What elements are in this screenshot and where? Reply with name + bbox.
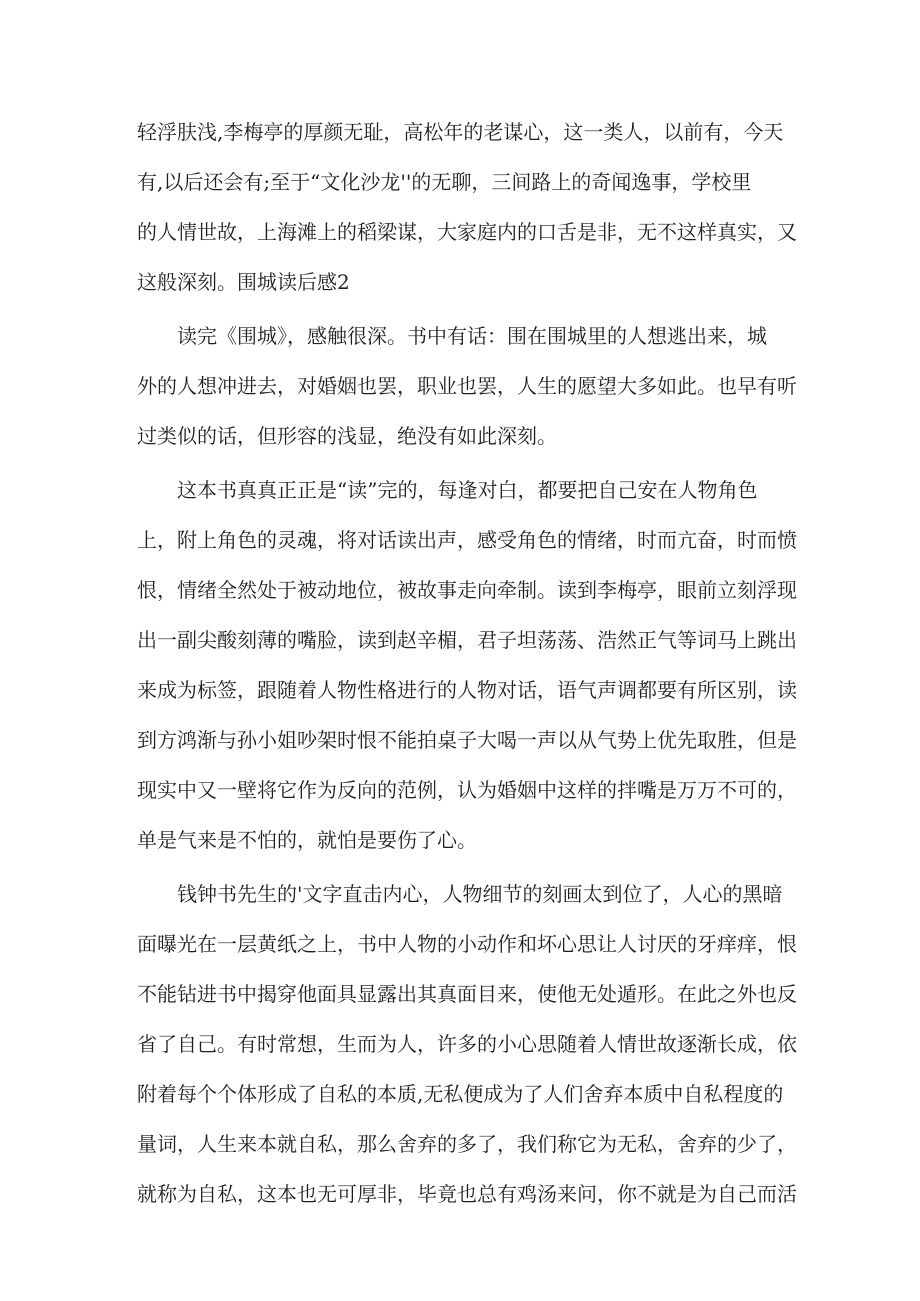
text-line: 出一副尖酸刻薄的嘴脸，读到赵辛楣，君子坦荡荡、浩然正气等词马上跳出 — [137, 628, 797, 652]
text-line: 恨，情绪全然处于被动地位，被故事走向牵制。读到李梅亭，眼前立刻浮现 — [137, 578, 797, 602]
text-line: 这般深刻。围城读后感2 — [137, 270, 350, 294]
paragraph-first-line: 读完《围城》，感触很深。书中有话：围在围城里的人想逃出来，城 — [177, 324, 767, 348]
text-line: 现实中又一壁将它作为反向的范例，认为婚姻中这样的拌嘴是万万不可的， — [137, 778, 797, 802]
text-line: 轻浮肤浅,李梅亭的厚颜无耻，高松年的老谋心，这一类人，以前有，今天 — [137, 120, 784, 144]
text-line: 上，附上角色的灵魂，将对话读出声，感受角色的情绪，时而亢奋，时而愤 — [137, 528, 797, 552]
text-line: 量词，人生来本就自私，那么舍弃的多了，我们称它为无私，舍弃的少了， — [137, 1132, 797, 1156]
paragraph-first-line: 钱钟书先生的'文字直击内心，人物细节的刻画太到位了，人心的黑暗 — [177, 882, 783, 906]
text-line: 外的人想冲进去，对婚姻也罢，职业也罢，人生的愿望大多如此。也早有听 — [137, 374, 797, 398]
text-line: 省了自己。有时常想，生而为人，许多的小心思随着人情世故逐渐长成，依 — [137, 1032, 797, 1056]
text-line: 附着每个个体形成了自私的本质,无私便成为了人们舍弃本质中自私程度的 — [137, 1082, 784, 1106]
text-line: 单是气来是不怕的，就怕是要伤了心。 — [137, 828, 477, 852]
text-line: 就称为自私，这本也无可厚非，毕竟也总有鸡汤来问，你不就是为自己而活 — [137, 1182, 797, 1206]
paragraph-first-line: 这本书真真正正是“读”完的，每逢对白，都要把自己安在人物角色 — [177, 478, 758, 502]
text-line: 过类似的话，但形容的浅显，绝没有如此深刻。 — [137, 424, 557, 448]
text-line: 到方鸿渐与孙小姐吵架时恨不能拍桌子大喝一声以从气势上优先取胜，但是 — [137, 728, 797, 752]
text-line: 不能钻进书中揭穿他面具显露出其真面目来，使他无处遁形。在此之外也反 — [137, 982, 797, 1006]
text-line: 来成为标签，跟随着人物性格进行的人物对话，语气声调都要有所区别，读 — [137, 678, 797, 702]
text-line: 面曝光在一层黄纸之上，书中人物的小动作和坏心思让人讨厌的牙痒痒，恨 — [137, 932, 797, 956]
text-line: 有,以后还会有;至于“文化沙龙''的无聊，三间路上的奇闻逸事，学校里 — [137, 170, 752, 194]
text-line: 的人情世故，上海滩上的稻梁谋，大家庭内的口舌是非，无不这样真实，又 — [137, 220, 797, 244]
